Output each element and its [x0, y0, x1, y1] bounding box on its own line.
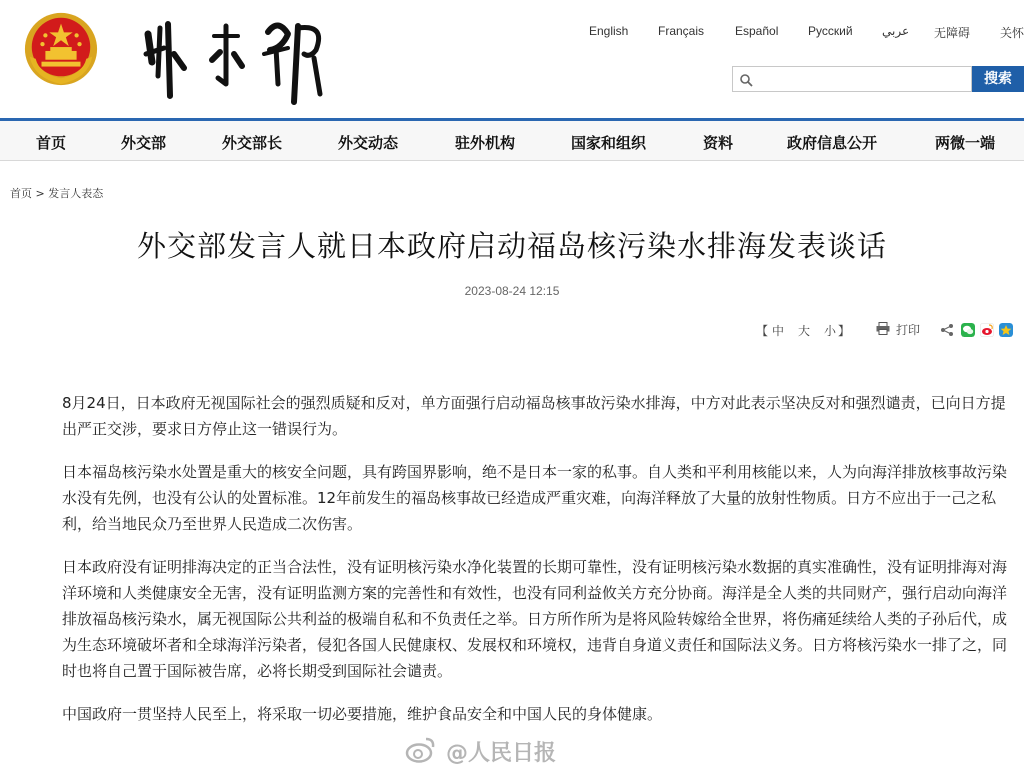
breadcrumb [10, 185, 103, 201]
font-size-small[interactable]: 小 [824, 324, 837, 338]
qzone-icon[interactable] [999, 323, 1013, 337]
national-emblem-icon[interactable] [22, 10, 100, 88]
breadcrumb-separator: > [35, 187, 45, 200]
breadcrumb-home[interactable]: 首页 [10, 187, 32, 200]
language-bar [560, 24, 1024, 42]
lang-spanish[interactable]: Español [735, 24, 779, 38]
lang-arabic[interactable]: عربي [882, 24, 910, 38]
mfa-calligraphy-logo[interactable] [138, 14, 338, 106]
lang-russian[interactable]: Русский [808, 24, 853, 38]
search-input[interactable] [757, 69, 967, 89]
nav-item-resources[interactable]: 资料 [703, 134, 734, 152]
nav-item-news[interactable]: 外交动态 [338, 134, 399, 152]
article-date: 2023-08-24 12:15 [464, 284, 560, 298]
nav-item-gov-info[interactable]: 政府信息公开 [787, 134, 878, 152]
breadcrumb-current[interactable]: 发言人表态 [48, 187, 104, 200]
accessibility-link[interactable]: 无障碍 [934, 26, 971, 40]
watermark-text: @人民日报 [446, 741, 557, 766]
nav-item-minister[interactable]: 外交部长 [222, 134, 283, 152]
printer-icon[interactable] [876, 322, 890, 335]
article-title: 外交部发言人就日本政府启动福岛核污染水排海发表谈话 [136, 229, 887, 263]
search-icon [739, 73, 753, 87]
wechat-icon[interactable] [961, 323, 975, 337]
article-paragraph-3: 日本政府没有证明排海决定的正当合法性，没有证明核污染水净化装置的长期可靠性，没有证明核污染水数据的真实准确性，没有证明排海对海洋环境和人类健康安全无害，没有证明监测方案的完善性和有效性，也没有同利益攸关方充分协商。海洋是全人类的共同财产，强行启动向海洋排放福岛核污染水，属无视国际公共利益的极端自私和不负责任之举。日方所作所为是将风险转嫁给全世界，将伤痛延续给人类的子孙后代，成为生态环境破坏者和全球海洋污染者，侵犯各国人民健康权、发展权和环境权，违背自身道义责任和国际法义务。日方将核污染水一排了之，同时也将自己置于国际被告席，必将长期受到国际社会谴责。 [62, 558, 1008, 680]
nav-item-home[interactable]: 首页 [36, 134, 67, 152]
logo-text: 外交部 [138, 14, 141, 15]
weibo-watermark-icon [404, 736, 436, 764]
main-nav [0, 121, 1024, 161]
search-box [732, 66, 972, 92]
site-header [0, 0, 1024, 118]
font-size-large[interactable]: 中 [772, 324, 785, 338]
share-icon[interactable] [940, 323, 954, 337]
search-button[interactable]: 搜索 [972, 66, 1024, 92]
nav-item-ministry[interactable]: 外交部 [121, 134, 167, 152]
article-paragraph-4: 中国政府一贯坚持人民至上，将采取一切必要措施，维护食品安全和中国人民的身体健康。 [62, 705, 663, 723]
lang-english[interactable]: English [589, 24, 629, 38]
font-size-bracket-open: 【 [756, 324, 769, 338]
print-link[interactable]: 打印 [896, 323, 921, 337]
font-size-bracket-close: 】 [838, 324, 851, 338]
care-mode-link[interactable]: 关怀 [1000, 26, 1024, 40]
weibo-icon[interactable] [980, 323, 994, 337]
lang-french[interactable]: Français [658, 24, 705, 38]
article-paragraph-1: 8月24日，日本政府无视国际社会的强烈质疑和反对，单方面强行启动福岛核事故污染水排海，中方对此表示坚决反对和强烈谴责，已向日方提出严正交涉，要求日方停止这一错误行为。 [62, 394, 1006, 438]
article-body [62, 390, 1014, 744]
nav-item-countries[interactable]: 国家和组织 [571, 134, 647, 152]
article-paragraph-2: 日本福岛核污染水处置是重大的核安全问题，具有跨国界影响，绝不是日本一家的私事。自人类和平利用核能以来，人为向海洋排放核事故污染水没有先例，也没有公认的处置标准。12年前发生的福岛核事故已经造成严重灾难，向海洋释放了大量的放射性物质。日方不应出于一己之私利，给当地民众乃至世界人民造成二次伤害。 [62, 463, 1008, 533]
nav-item-missions[interactable]: 驻外机构 [455, 134, 516, 152]
font-size-medium[interactable]: 大 [798, 324, 811, 338]
nav-item-social[interactable]: 两微一端 [935, 134, 996, 152]
